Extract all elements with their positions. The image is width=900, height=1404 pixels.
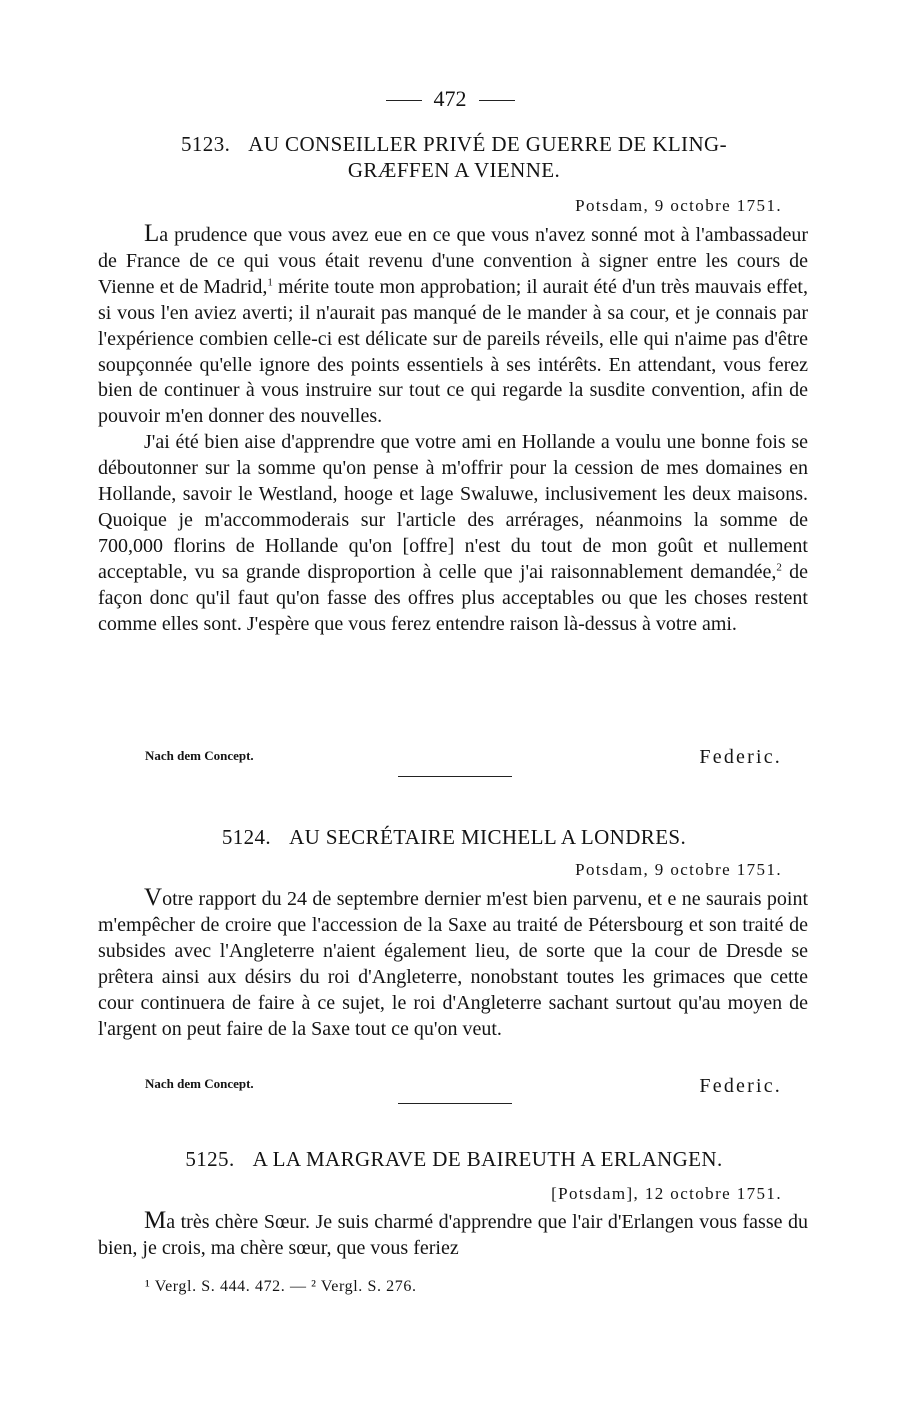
letter-5123-p1-part-b: mérite toute mon approbation; il aurait été d'un très mauvais effet, si vous l'en aviez averti; il n'aurait pas manqué de le mander à sa cour, et je connais par l'expérience combien celle-ci est délicate sur de pareils réveils, elle qui n'aime pas d'être soupçonnée qu'elle ignore des points essentiels à ses intérêts. En attendant, vous ferez bien de continuer à vous instruire sur tout ce qui regarde la susdite convention, afin de pouvoir m'en donner des nouvelles. [98,275,808,428]
letter-5124-dateline: Potsdam, 9 octobre 1751. [575,860,782,879]
letter-5125-dateline: [Potsdam], 12 octobre 1751. [551,1184,782,1203]
letter-5123-body [98,221,808,638]
letter-5124-heading [100,824,808,850]
letter-5123-p2-part-b: de façon donc qu'il faut qu'on fasse des offres plus acceptables ou que les choses restent comme elles sont. J'espère que vous ferez entendre raison là-dessus à votre ami. [98,560,808,635]
letter-5123-title-line1: AU CONSEILLER PRIVÉ DE GUERRE DE KLING- [248,132,727,156]
letter-5125-number: 5125. [185,1147,235,1171]
footnote-ref-1: 1 [267,276,273,289]
letter-5123-p2-part-a: J'ai été bien aise d'apprendre que votre ami en Hollande a voulu une bonne fois se déboutonner sur la somme qu'on pense à m'offrir pour la cession de mes domaines en Hollande, savoir le Westland, hooge et lage Swaluwe, inclusivement les deux maisons. Quoique je m'accommoderais sur l'article des arrérages, néanmoins la somme de 700,000 florins de Hollande qu'on [offre] n'est du tout de mon goût et nullement acceptable, vu sa grande disproportion à celle que j'ai raisonnablement demandée, [98,431,808,583]
page-number-value: 472 [433,86,467,111]
letter-5124-body [98,885,808,1042]
letter-5123-paragraph-2 [98,430,808,637]
page-number-dash-left [386,100,422,101]
letter-5123-heading-line1 [100,131,808,157]
letter-5124-number: 5124. [221,825,272,849]
letter-5124-source-note: Nach dem Concept. [145,1076,254,1091]
letter-5123-heading [100,131,808,183]
footnote-ref-2: 2 [776,561,782,574]
letter-5123-signature: Federic. [699,746,782,768]
letter-5124-paragraph-1: Votre rapport du 24 de septembre dernier m'est bien parvenu, et e ne saurais point m'empêcher de croire que l'accession de la Saxe au traité de Pétersbourg et son traité de subsides avec l'Angleterre n'aient également lieu, de sorte que la cour de Dresde se prêtera ainsi aux désirs du roi d'Angleterre, nonobstant toutes les grimaces que cette cour continuera de faire à ce sujet, le roi d'Angleterre sachant surtout qu'au moyen de l'argent on peut faire de la Saxe tout ce qu'on veut. [98,884,808,1040]
section-divider [398,776,512,777]
page-number [0,86,900,112]
letter-5124-title: AU SECRÉTAIRE MICHELL A LONDRES. [289,825,687,849]
letter-5124-signature: Federic. [699,1075,782,1097]
letter-5123-source-note: Nach dem Concept. [145,748,254,763]
letter-5123-dateline: Potsdam, 9 octobre 1751. [575,196,782,215]
letter-5125-title: A LA MARGRAVE DE BAIREUTH A ERLANGEN. [252,1147,723,1171]
letter-5125-heading [100,1146,808,1172]
letter-5123-p1-part-a: La prudence que vous avez eue en ce que vous n'avez sonné mot à l'ambassadeur de France de ce qui vous était revenu d'une convention à signer entre les cours de Vienne et de Madrid, [98,220,808,298]
letter-5123-title-line2: GRÆFFEN A VIENNE. [347,158,561,182]
section-divider [398,1103,512,1104]
letter-5125-paragraph-1: Ma très chère Sœur. Je suis charmé d'apprendre que l'air d'Erlangen vous fasse du bien, je crois, ma chère sœur, que vous feriez [98,1207,808,1259]
page-number-dash-right [479,100,515,101]
letter-5123-paragraph-1 [98,221,808,430]
footnotes: ¹ Vergl. S. 444. 472. — ² Vergl. S. 276. [145,1278,417,1295]
letter-5123-number: 5123. [181,132,231,156]
letter-5125-body [98,1208,808,1262]
